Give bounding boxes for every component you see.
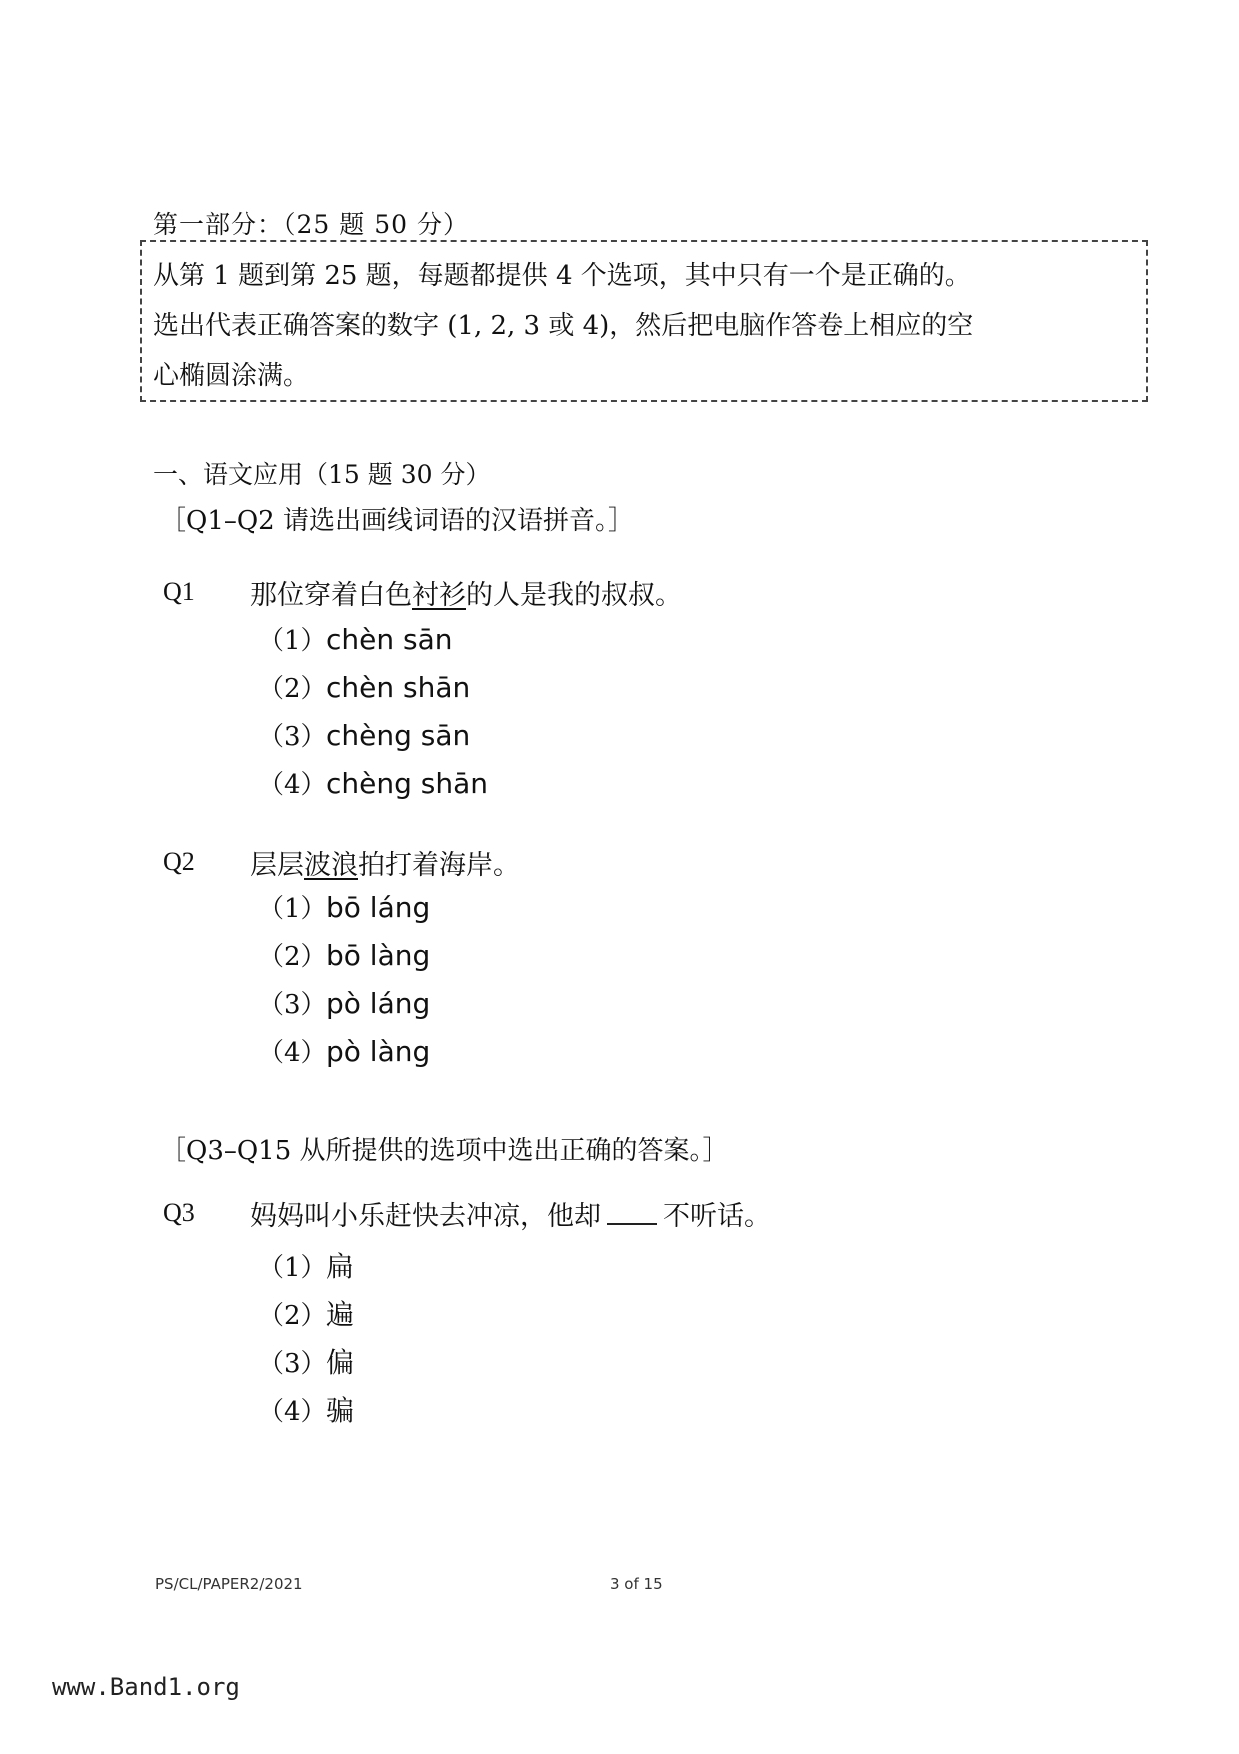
q3-option-1: （1）扁 <box>258 1250 355 1283</box>
q1-stem-after: 的人是我的叔叔。 <box>466 580 682 611</box>
q3-stem <box>250 1194 771 1233</box>
q1-number: Q1 <box>163 577 195 606</box>
footer-page-number: 3 of 15 <box>610 1575 663 1593</box>
q3-stem-after: 不听话。 <box>663 1201 771 1232</box>
q2-stem-underlined: 波浪 <box>304 850 358 881</box>
part-title: 第一部分：（25 题 50 分） <box>153 210 469 239</box>
q1-option-2: （2）chèn shān <box>258 671 471 704</box>
footer-paper-code: PS/CL/PAPER2/2021 <box>155 1575 303 1593</box>
q2-option-1: （1）bō láng <box>258 891 431 924</box>
q2-option-3: （3）pò láng <box>258 987 431 1020</box>
q1-stem <box>250 573 682 612</box>
q1-stem-before: 那位穿着白色 <box>250 580 412 611</box>
q2-stem-before: 层层 <box>250 850 304 881</box>
q1-option-3: （3）chèng sān <box>258 719 471 752</box>
watermark-url: www.Band1.org <box>52 1673 240 1701</box>
note-q3-q15: ［Q3–Q15 从所提供的选项中选出正确的答案。］ <box>160 1136 729 1166</box>
q2-number: Q2 <box>163 847 195 876</box>
instruction-line-3: 心椭圆涂满。 <box>153 361 310 391</box>
q1-stem-underlined: 衬衫 <box>412 580 466 611</box>
q3-number: Q3 <box>163 1198 195 1227</box>
section-title: 一、语文应用（15 题 30 分） <box>153 460 491 489</box>
q2-option-4: （4）pò làng <box>258 1035 431 1068</box>
q1-option-1: （1）chèn sān <box>258 623 453 656</box>
q3-option-2: （2）遍 <box>258 1298 355 1331</box>
q2-option-2: （2）bō làng <box>258 939 431 972</box>
q2-stem-after: 拍打着海岸。 <box>358 850 520 881</box>
q3-option-4: （4）骗 <box>258 1394 355 1427</box>
q2-stem <box>250 843 520 882</box>
instruction-line-2: 选出代表正确答案的数字 (1, 2, 3 或 4)，然后把电脑作答卷上相应的空 <box>153 311 974 341</box>
note-q1-q2: ［Q1–Q2 请选出画线词语的汉语拼音。］ <box>160 506 634 536</box>
q1-option-4: （4）chèng shān <box>258 767 489 800</box>
q3-stem-before: 妈妈叫小乐赶快去冲凉，他却 <box>250 1201 601 1232</box>
q3-answer-blank <box>607 1223 657 1225</box>
q3-option-3: （3）偏 <box>258 1346 355 1379</box>
instruction-line-1: 从第 1 题到第 25 题，每题都提供 4 个选项，其中只有一个是正确的。 <box>153 261 971 291</box>
